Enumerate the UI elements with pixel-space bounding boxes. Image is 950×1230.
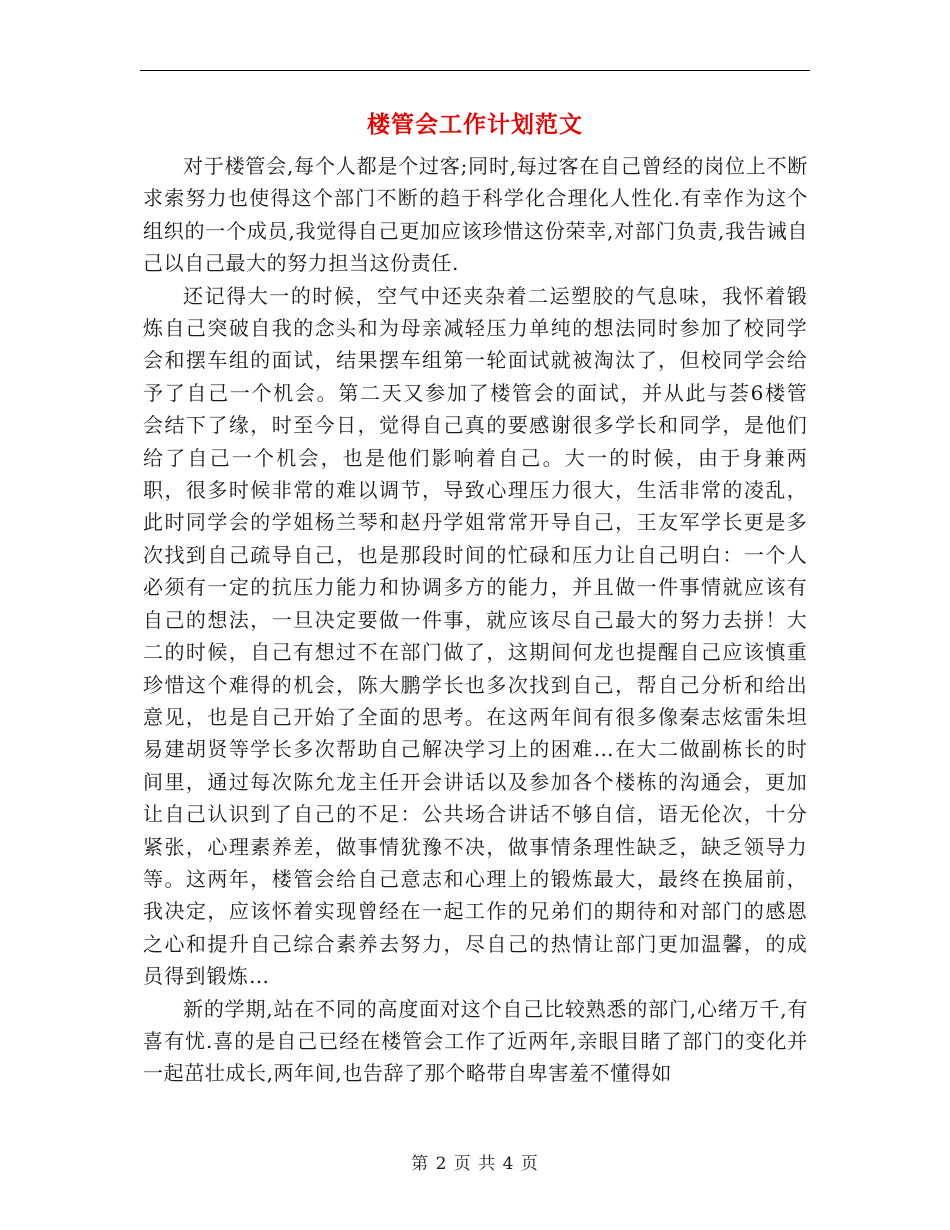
- document-title: 楼管会工作计划范文: [367, 111, 583, 138]
- header-rule: [140, 70, 810, 71]
- paragraph-3: 新的学期,站在不同的高度面对这个自己比较熟悉的部门,心绪万千,有喜有忧.喜的是自己已经在楼管会工作了近两年,亲眼目睹了部门的变化并一起茁壮成长,两年间,也告辞了那个略带自卑害羞不懂得如: [143, 996, 808, 1086]
- document-body: [143, 150, 808, 1090]
- paragraph-2: 还记得大一的时候，空气中还夹杂着二运塑胶的气息味，我怀着锻炼自己突破自我的念头和为母亲减轻压力单纯的想法同时参加了校同学会和摆车组的面试，结果摆车组第一轮面试就被淘汰了，但校同学会给予了自己一个机会。第二天又参加了楼管会的面试，并从此与荟6楼管会结下了缘，时至今日，觉得自己真的要感谢很多学长和同学，是他们给了自己一个机会，也是他们影响着自己。大一的时候，由于身兼两职，很多时候非常的难以调节，导致心理压力很大，生活非常的凌乱，此时同学会的学姐杨兰琴和赵丹学姐常常开导自己，王友军学长更是多次找到自己疏导自己，也是那段时间的忙碌和压力让自己明白：一个人必须有一定的抗压力能力和协调多方的能力，并且做一件事情就应该有自己的想法，一旦决定要做一件事，就应该尽自己最大的努力去拼！大二的时候，自己有想过不在部门做了，这期间何龙也提醒自己应该慎重珍惜这个难得的机会，陈大鹏学长也多次找到自己，帮自己分析和给出意见，也是自己开始了全面的思考。在这两年间有很多像秦志炫雷朱坦易建胡贤等学长多次帮助自己解决学习上的困难…在大二做副栋长的时间里，通过每次陈允龙主任开会讲话以及参加各个楼栋的沟通会，更加让自己认识到了自己的不足：公共场合讲话不够自信，语无伦次，十分紧张，心理素养差，做事情犹豫不决，做事情条理性缺乏，缺乏领导力等。这两年，楼管会给自己意志和心理上的锻炼最大，最终在换届前，我决定，应该怀着实现曾经在一起工作的兄弟们的期待和对部门的感恩之心和提升自己综合素养去努力，尽自己的热情让部门更加温馨，的成员得到锻炼…: [143, 283, 808, 989]
- paragraph-1: 对于楼管会,每个人都是个过客;同时,每过客在自己曾经的岗位上不断求索努力也使得这个部门不断的趋于科学化合理化人性化.有幸作为这个组织的一个成员,我觉得自己更加应该珍惜这份荣幸,对部门负责,我告诫自己以自己最大的努力担当这份责任.: [143, 154, 808, 276]
- page-number-footer: 第 2 页 共 4 页: [411, 1154, 539, 1174]
